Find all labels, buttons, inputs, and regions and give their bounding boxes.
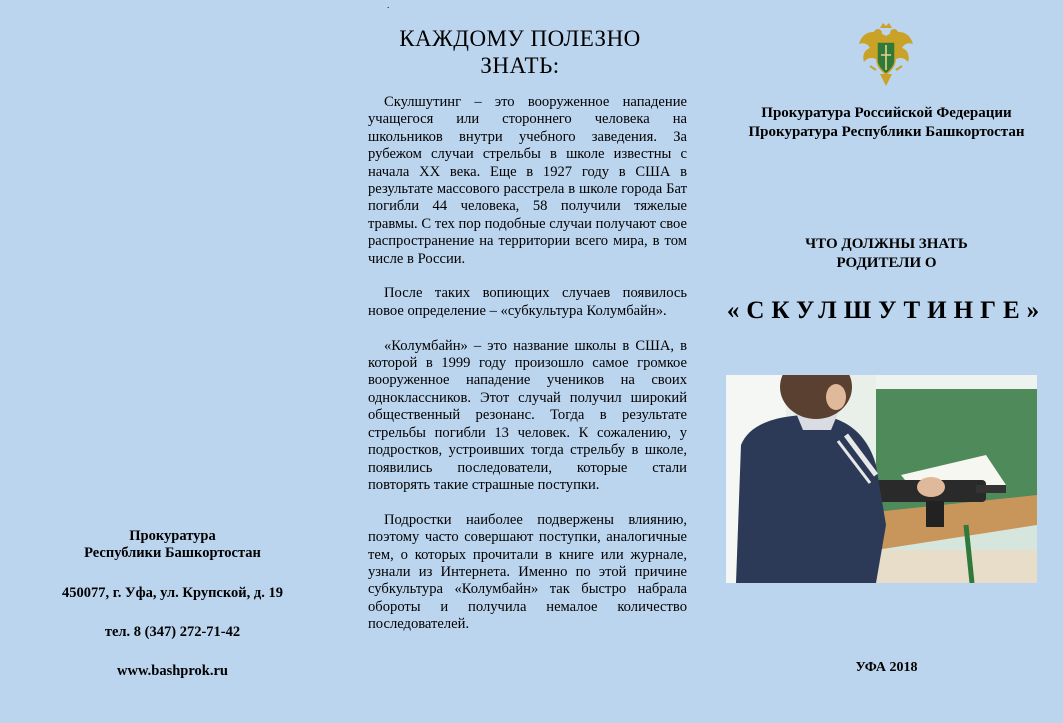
agency-line-1: Прокуратура Российской Федерации — [761, 105, 1012, 121]
stray-dot: . — [387, 0, 390, 10]
middle-title-line-1: КАЖДОМУ ПОЛЕЗНО — [399, 26, 641, 51]
headline — [710, 235, 1063, 273]
middle-title — [365, 25, 675, 79]
paragraph-1: Скулшутинг – это вооруженное нападение учащегося или стороннего человека на школьников внутри учебного заведения. За рубежом случаи стрельбы в школе известны с начала XX века. Еще в 1927 году в США в результате массового расстрела в школе города Бат погибли 44 человека, 58 получили тяжелые травмы. С тех пор подобные случаи получают свое распространение на территории всего мира, в том числе в России. — [368, 94, 687, 267]
org-line-1: Прокуратура — [129, 528, 216, 544]
right-panel — [710, 0, 1063, 723]
city-year: УФА 2018 — [855, 660, 918, 675]
agency-line-2: Прокуратура Республики Башкортостан — [748, 124, 1025, 140]
big-title: «СКУЛШУТИНГЕ» — [726, 297, 1047, 324]
middle-panel — [345, 0, 710, 723]
contacts-block — [0, 528, 345, 702]
prosecutor-emblem-icon — [856, 22, 916, 88]
agency-block — [710, 104, 1063, 142]
paragraph-4: Подростки наиболее подвержены влиянию, поэтому часто совершают поступки, аналогичные тем, о которых прочитали в книге или журнале, узнали из Интернета. Именно по этой причине субкультура «Колумбайн» так быстро набрала обороты и получила немалое количество последователей. — [368, 511, 687, 633]
headline-line-1: ЧТО ДОЛЖНЫ ЗНАТЬ — [805, 236, 968, 252]
address: 450077, г. Уфа, ул. Крупской, д. 19 — [62, 585, 283, 601]
org-name — [0, 528, 345, 562]
headline-line-2: РОДИТЕЛИ О — [836, 255, 937, 271]
middle-body-text — [368, 94, 687, 651]
paragraph-2: После таких вопиющих случаев появилось новое определение – «субкультура Колумбайн». — [368, 285, 687, 319]
left-panel — [0, 0, 345, 723]
website: www.bashprok.ru — [117, 663, 228, 679]
phone: тел. 8 (347) 272-71-42 — [104, 624, 241, 640]
boy-with-gun-photo — [726, 375, 1037, 583]
middle-title-line-2: ЗНАТЬ: — [480, 53, 560, 78]
org-line-2: Республики Башкортостан — [84, 545, 261, 561]
paragraph-3: «Колумбайн» – это название школы в США, в которой в 1999 году произошло самое громкое вооруженное нападение учеников на своих одноклассников. Этот случай получил широкий общественный резонанс. Тогда в результате стрельбы погибли 13 человек. К сожалению, у подростков, устроивших тогда стрельбу в школе, появились последователи, которые стали повторять такие страшные поступки. — [368, 337, 687, 493]
